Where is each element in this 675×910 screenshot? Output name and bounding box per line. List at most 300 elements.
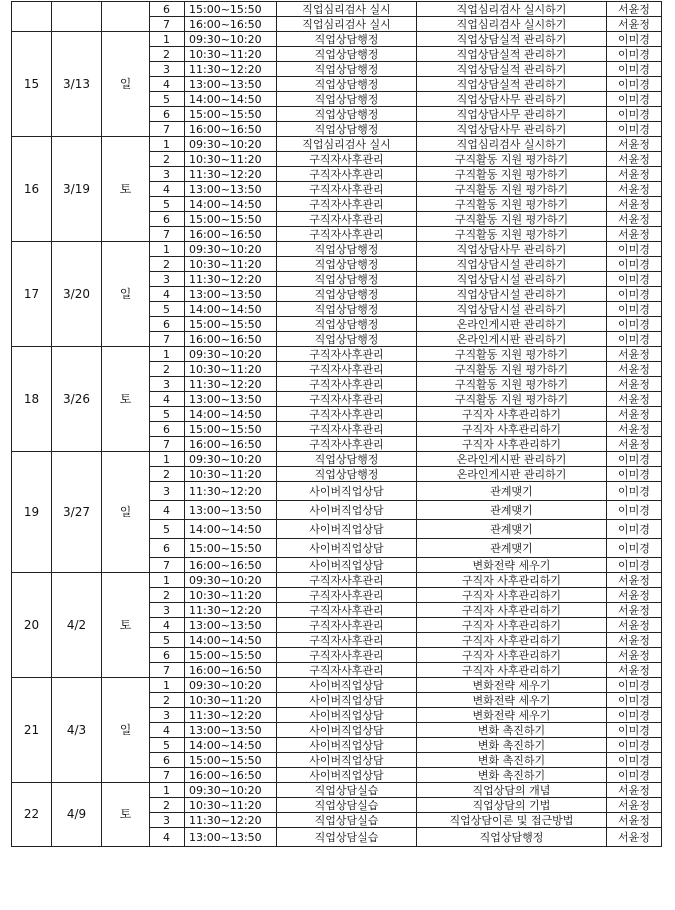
session-date-cell: 4/3 <box>52 678 102 783</box>
unit-cell: 직업상담실적 관리하기 <box>417 47 607 62</box>
period-cell: 7 <box>150 663 185 678</box>
time-cell: 13:00~13:50 <box>185 287 277 302</box>
time-cell: 14:00~14:50 <box>185 633 277 648</box>
period-cell: 5 <box>150 407 185 422</box>
session-date-cell <box>52 2 102 32</box>
subject-cell: 구직자사후관리 <box>277 227 417 242</box>
instructor-cell: 이미경 <box>607 482 662 501</box>
session-date-cell: 4/2 <box>52 573 102 678</box>
unit-cell: 구직활동 지원 평가하기 <box>417 347 607 362</box>
table-row <box>12 2 662 17</box>
time-cell: 10:30~11:20 <box>185 798 277 813</box>
subject-cell: 직업상담실습 <box>277 828 417 847</box>
time-cell: 11:30~12:20 <box>185 167 277 182</box>
session-no-cell: 22 <box>12 783 52 847</box>
time-cell: 16:00~16:50 <box>185 122 277 137</box>
unit-cell: 구직자 사후관리하기 <box>417 648 607 663</box>
subject-cell: 직업상담행정 <box>277 332 417 347</box>
unit-cell: 구직자 사후관리하기 <box>417 437 607 452</box>
period-cell: 3 <box>150 377 185 392</box>
instructor-cell: 서윤정 <box>607 362 662 377</box>
session-date-cell: 3/13 <box>52 32 102 137</box>
period-cell: 5 <box>150 302 185 317</box>
time-cell: 09:30~10:20 <box>185 137 277 152</box>
instructor-cell: 서윤정 <box>607 17 662 32</box>
subject-cell: 사이버직업상담 <box>277 708 417 723</box>
subject-cell: 사이버직업상담 <box>277 482 417 501</box>
unit-cell: 구직자 사후관리하기 <box>417 422 607 437</box>
instructor-cell: 이미경 <box>607 32 662 47</box>
instructor-cell: 서윤정 <box>607 152 662 167</box>
time-cell: 16:00~16:50 <box>185 332 277 347</box>
time-cell: 13:00~13:50 <box>185 77 277 92</box>
unit-cell: 직업상담사무 관리하기 <box>417 92 607 107</box>
instructor-cell: 이미경 <box>607 693 662 708</box>
period-cell: 7 <box>150 437 185 452</box>
instructor-cell: 이미경 <box>607 242 662 257</box>
instructor-cell: 서윤정 <box>607 377 662 392</box>
instructor-cell: 이미경 <box>607 272 662 287</box>
instructor-cell: 서윤정 <box>607 347 662 362</box>
subject-cell: 사이버직업상담 <box>277 558 417 573</box>
table-row <box>12 242 662 257</box>
subject-cell: 사이버직업상담 <box>277 501 417 520</box>
period-cell: 5 <box>150 520 185 539</box>
instructor-cell: 이미경 <box>607 332 662 347</box>
unit-cell: 온라인게시판 관리하기 <box>417 467 607 482</box>
period-cell: 1 <box>150 32 185 47</box>
time-cell: 09:30~10:20 <box>185 783 277 798</box>
time-cell: 09:30~10:20 <box>185 242 277 257</box>
unit-cell: 직업심리검사 실시하기 <box>417 137 607 152</box>
time-cell: 14:00~14:50 <box>185 407 277 422</box>
unit-cell: 직업상담의 기법 <box>417 798 607 813</box>
unit-cell: 직업상담의 개념 <box>417 783 607 798</box>
subject-cell: 구직자사후관리 <box>277 377 417 392</box>
period-cell: 6 <box>150 212 185 227</box>
unit-cell: 직업상담사무 관리하기 <box>417 107 607 122</box>
period-cell: 3 <box>150 708 185 723</box>
instructor-cell: 서윤정 <box>607 392 662 407</box>
subject-cell: 구직자사후관리 <box>277 663 417 678</box>
subject-cell: 사이버직업상담 <box>277 539 417 558</box>
subject-cell: 사이버직업상담 <box>277 520 417 539</box>
unit-cell: 직업상담실적 관리하기 <box>417 32 607 47</box>
instructor-cell: 서윤정 <box>607 407 662 422</box>
period-cell: 1 <box>150 783 185 798</box>
instructor-cell: 이미경 <box>607 723 662 738</box>
time-cell: 13:00~13:50 <box>185 392 277 407</box>
period-cell: 3 <box>150 167 185 182</box>
unit-cell: 관계맺기 <box>417 482 607 501</box>
period-cell: 2 <box>150 257 185 272</box>
time-cell: 13:00~13:50 <box>185 182 277 197</box>
time-cell: 11:30~12:20 <box>185 272 277 287</box>
instructor-cell: 이미경 <box>607 520 662 539</box>
period-cell: 2 <box>150 47 185 62</box>
unit-cell: 구직자 사후관리하기 <box>417 618 607 633</box>
unit-cell: 변화 촉진하기 <box>417 723 607 738</box>
period-cell: 7 <box>150 227 185 242</box>
session-no-cell: 20 <box>12 573 52 678</box>
unit-cell: 온라인게시판 관리하기 <box>417 452 607 467</box>
subject-cell: 직업상담행정 <box>277 32 417 47</box>
unit-cell: 직업상담실적 관리하기 <box>417 77 607 92</box>
unit-cell: 온라인게시판 관리하기 <box>417 332 607 347</box>
instructor-cell: 서윤정 <box>607 783 662 798</box>
time-cell: 11:30~12:20 <box>185 603 277 618</box>
time-cell: 14:00~14:50 <box>185 738 277 753</box>
period-cell: 6 <box>150 539 185 558</box>
period-cell: 3 <box>150 603 185 618</box>
period-cell: 7 <box>150 122 185 137</box>
instructor-cell: 서윤정 <box>607 422 662 437</box>
instructor-cell: 서윤정 <box>607 137 662 152</box>
subject-cell: 사이버직업상담 <box>277 753 417 768</box>
session-date-cell: 3/20 <box>52 242 102 347</box>
time-cell: 15:00~15:50 <box>185 317 277 332</box>
subject-cell: 직업상담행정 <box>277 92 417 107</box>
period-cell: 2 <box>150 588 185 603</box>
subject-cell: 직업상담행정 <box>277 257 417 272</box>
instructor-cell: 서윤정 <box>607 813 662 828</box>
instructor-cell: 서윤정 <box>607 618 662 633</box>
subject-cell: 구직자사후관리 <box>277 197 417 212</box>
time-cell: 14:00~14:50 <box>185 92 277 107</box>
time-cell: 16:00~16:50 <box>185 663 277 678</box>
session-day-cell: 일 <box>102 32 150 137</box>
session-no-cell: 15 <box>12 32 52 137</box>
subject-cell: 직업심리검사 실시 <box>277 17 417 32</box>
instructor-cell: 서윤정 <box>607 167 662 182</box>
unit-cell: 변화전략 세우기 <box>417 693 607 708</box>
session-no-cell: 18 <box>12 347 52 452</box>
unit-cell: 구직활동 지원 평가하기 <box>417 362 607 377</box>
time-cell: 10:30~11:20 <box>185 467 277 482</box>
instructor-cell: 서윤정 <box>607 2 662 17</box>
instructor-cell: 이미경 <box>607 317 662 332</box>
subject-cell: 구직자사후관리 <box>277 422 417 437</box>
unit-cell: 변화전략 세우기 <box>417 678 607 693</box>
subject-cell: 직업상담행정 <box>277 47 417 62</box>
instructor-cell: 서윤정 <box>607 227 662 242</box>
subject-cell: 구직자사후관리 <box>277 633 417 648</box>
period-cell: 5 <box>150 738 185 753</box>
instructor-cell: 서윤정 <box>607 603 662 618</box>
instructor-cell: 서윤정 <box>607 197 662 212</box>
unit-cell: 구직활동 지원 평가하기 <box>417 212 607 227</box>
unit-cell: 구직활동 지원 평가하기 <box>417 392 607 407</box>
instructor-cell: 이미경 <box>607 107 662 122</box>
unit-cell: 구직자 사후관리하기 <box>417 633 607 648</box>
period-cell: 3 <box>150 62 185 77</box>
subject-cell: 구직자사후관리 <box>277 603 417 618</box>
time-cell: 16:00~16:50 <box>185 558 277 573</box>
schedule-table <box>11 1 662 847</box>
session-date-cell: 3/19 <box>52 137 102 242</box>
period-cell: 4 <box>150 501 185 520</box>
unit-cell: 직업상담행정 <box>417 828 607 847</box>
instructor-cell: 서윤정 <box>607 633 662 648</box>
table-row <box>12 347 662 362</box>
session-day-cell: 토 <box>102 137 150 242</box>
subject-cell: 구직자사후관리 <box>277 588 417 603</box>
subject-cell: 사이버직업상담 <box>277 738 417 753</box>
time-cell: 10:30~11:20 <box>185 47 277 62</box>
period-cell: 3 <box>150 272 185 287</box>
table-row <box>12 783 662 798</box>
time-cell: 14:00~14:50 <box>185 302 277 317</box>
instructor-cell: 이미경 <box>607 708 662 723</box>
time-cell: 16:00~16:50 <box>185 437 277 452</box>
unit-cell: 직업상담이론 및 접근방법 <box>417 813 607 828</box>
period-cell: 6 <box>150 107 185 122</box>
period-cell: 3 <box>150 813 185 828</box>
subject-cell: 직업심리검사 실시 <box>277 137 417 152</box>
instructor-cell: 이미경 <box>607 122 662 137</box>
session-day-cell: 일 <box>102 452 150 573</box>
period-cell: 5 <box>150 197 185 212</box>
unit-cell: 구직자 사후관리하기 <box>417 663 607 678</box>
period-cell: 2 <box>150 467 185 482</box>
table-row <box>12 452 662 467</box>
instructor-cell: 이미경 <box>607 768 662 783</box>
subject-cell: 사이버직업상담 <box>277 678 417 693</box>
unit-cell: 직업심리검사 실시하기 <box>417 2 607 17</box>
subject-cell: 사이버직업상담 <box>277 768 417 783</box>
subject-cell: 직업상담행정 <box>277 302 417 317</box>
session-day-cell <box>102 2 150 32</box>
period-cell: 7 <box>150 332 185 347</box>
period-cell: 5 <box>150 92 185 107</box>
subject-cell: 구직자사후관리 <box>277 347 417 362</box>
time-cell: 15:00~15:50 <box>185 539 277 558</box>
time-cell: 09:30~10:20 <box>185 678 277 693</box>
time-cell: 09:30~10:20 <box>185 347 277 362</box>
period-cell: 2 <box>150 693 185 708</box>
instructor-cell: 이미경 <box>607 62 662 77</box>
session-no-cell: 21 <box>12 678 52 783</box>
time-cell: 11:30~12:20 <box>185 708 277 723</box>
subject-cell: 직업상담행정 <box>277 467 417 482</box>
subject-cell: 구직자사후관리 <box>277 182 417 197</box>
unit-cell: 직업상담실적 관리하기 <box>417 62 607 77</box>
subject-cell: 구직자사후관리 <box>277 212 417 227</box>
subject-cell: 직업상담행정 <box>277 452 417 467</box>
unit-cell: 직업상담시설 관리하기 <box>417 257 607 272</box>
time-cell: 11:30~12:20 <box>185 813 277 828</box>
instructor-cell: 이미경 <box>607 302 662 317</box>
unit-cell: 구직활동 지원 평가하기 <box>417 152 607 167</box>
subject-cell: 사이버직업상담 <box>277 693 417 708</box>
period-cell: 1 <box>150 347 185 362</box>
time-cell: 10:30~11:20 <box>185 588 277 603</box>
period-cell: 4 <box>150 182 185 197</box>
instructor-cell: 서윤정 <box>607 573 662 588</box>
time-cell: 11:30~12:20 <box>185 377 277 392</box>
session-no-cell <box>12 2 52 32</box>
time-cell: 16:00~16:50 <box>185 17 277 32</box>
unit-cell: 온라인게시판 관리하기 <box>417 317 607 332</box>
subject-cell: 직업상담행정 <box>277 107 417 122</box>
instructor-cell: 이미경 <box>607 501 662 520</box>
period-cell: 5 <box>150 633 185 648</box>
instructor-cell: 이미경 <box>607 467 662 482</box>
unit-cell: 구직활동 지원 평가하기 <box>417 227 607 242</box>
subject-cell: 구직자사후관리 <box>277 152 417 167</box>
unit-cell: 관계맺기 <box>417 501 607 520</box>
period-cell: 4 <box>150 392 185 407</box>
unit-cell: 구직활동 지원 평가하기 <box>417 182 607 197</box>
instructor-cell: 이미경 <box>607 738 662 753</box>
time-cell: 15:00~15:50 <box>185 2 277 17</box>
session-no-cell: 17 <box>12 242 52 347</box>
session-date-cell: 4/9 <box>52 783 102 847</box>
table-row <box>12 678 662 693</box>
period-cell: 6 <box>150 2 185 17</box>
period-cell: 7 <box>150 17 185 32</box>
session-no-cell: 16 <box>12 137 52 242</box>
instructor-cell: 서윤정 <box>607 212 662 227</box>
unit-cell: 직업상담시설 관리하기 <box>417 272 607 287</box>
time-cell: 15:00~15:50 <box>185 753 277 768</box>
subject-cell: 직업상담실습 <box>277 783 417 798</box>
subject-cell: 직업심리검사 실시 <box>277 2 417 17</box>
instructor-cell: 서윤정 <box>607 663 662 678</box>
unit-cell: 구직자 사후관리하기 <box>417 573 607 588</box>
schedule-body <box>12 2 662 847</box>
time-cell: 13:00~13:50 <box>185 828 277 847</box>
table-row <box>12 573 662 588</box>
period-cell: 4 <box>150 287 185 302</box>
subject-cell: 직업상담행정 <box>277 242 417 257</box>
subject-cell: 직업상담행정 <box>277 287 417 302</box>
instructor-cell: 서윤정 <box>607 798 662 813</box>
time-cell: 15:00~15:50 <box>185 212 277 227</box>
period-cell: 1 <box>150 573 185 588</box>
subject-cell: 구직자사후관리 <box>277 618 417 633</box>
instructor-cell: 서윤정 <box>607 828 662 847</box>
instructor-cell: 이미경 <box>607 539 662 558</box>
subject-cell: 직업상담행정 <box>277 317 417 332</box>
unit-cell: 직업심리검사 실시하기 <box>417 17 607 32</box>
time-cell: 09:30~10:20 <box>185 452 277 467</box>
unit-cell: 구직활동 지원 평가하기 <box>417 167 607 182</box>
unit-cell: 구직자 사후관리하기 <box>417 407 607 422</box>
unit-cell: 관계맺기 <box>417 520 607 539</box>
instructor-cell: 이미경 <box>607 92 662 107</box>
unit-cell: 직업상담사무 관리하기 <box>417 122 607 137</box>
session-day-cell: 일 <box>102 678 150 783</box>
instructor-cell: 서윤정 <box>607 588 662 603</box>
subject-cell: 구직자사후관리 <box>277 167 417 182</box>
session-day-cell: 토 <box>102 347 150 452</box>
time-cell: 14:00~14:50 <box>185 197 277 212</box>
time-cell: 15:00~15:50 <box>185 107 277 122</box>
subject-cell: 구직자사후관리 <box>277 648 417 663</box>
time-cell: 09:30~10:20 <box>185 32 277 47</box>
instructor-cell: 이미경 <box>607 678 662 693</box>
session-no-cell: 19 <box>12 452 52 573</box>
period-cell: 6 <box>150 422 185 437</box>
time-cell: 13:00~13:50 <box>185 723 277 738</box>
instructor-cell: 이미경 <box>607 47 662 62</box>
subject-cell: 직업상담행정 <box>277 122 417 137</box>
unit-cell: 직업상담시설 관리하기 <box>417 287 607 302</box>
period-cell: 1 <box>150 678 185 693</box>
table-row <box>12 32 662 47</box>
subject-cell: 구직자사후관리 <box>277 407 417 422</box>
subject-cell: 구직자사후관리 <box>277 437 417 452</box>
instructor-cell: 이미경 <box>607 287 662 302</box>
session-day-cell: 토 <box>102 573 150 678</box>
instructor-cell: 이미경 <box>607 753 662 768</box>
period-cell: 4 <box>150 828 185 847</box>
instructor-cell: 이미경 <box>607 257 662 272</box>
time-cell: 14:00~14:50 <box>185 520 277 539</box>
time-cell: 09:30~10:20 <box>185 573 277 588</box>
instructor-cell: 서윤정 <box>607 182 662 197</box>
unit-cell: 변화전략 세우기 <box>417 708 607 723</box>
session-date-cell: 3/26 <box>52 347 102 452</box>
period-cell: 2 <box>150 152 185 167</box>
unit-cell: 변화 촉진하기 <box>417 768 607 783</box>
subject-cell: 직업상담행정 <box>277 62 417 77</box>
time-cell: 10:30~11:20 <box>185 362 277 377</box>
unit-cell: 구직자 사후관리하기 <box>417 603 607 618</box>
time-cell: 11:30~12:20 <box>185 62 277 77</box>
period-cell: 7 <box>150 558 185 573</box>
subject-cell: 구직자사후관리 <box>277 362 417 377</box>
subject-cell: 사이버직업상담 <box>277 723 417 738</box>
time-cell: 16:00~16:50 <box>185 227 277 242</box>
instructor-cell: 이미경 <box>607 77 662 92</box>
session-date-cell: 3/27 <box>52 452 102 573</box>
period-cell: 4 <box>150 77 185 92</box>
unit-cell: 직업상담시설 관리하기 <box>417 302 607 317</box>
session-day-cell: 일 <box>102 242 150 347</box>
subject-cell: 직업상담행정 <box>277 77 417 92</box>
subject-cell: 직업상담실습 <box>277 798 417 813</box>
time-cell: 10:30~11:20 <box>185 693 277 708</box>
subject-cell: 직업상담행정 <box>277 272 417 287</box>
time-cell: 16:00~16:50 <box>185 768 277 783</box>
time-cell: 15:00~15:50 <box>185 422 277 437</box>
unit-cell: 구직자 사후관리하기 <box>417 588 607 603</box>
instructor-cell: 서윤정 <box>607 648 662 663</box>
subject-cell: 구직자사후관리 <box>277 573 417 588</box>
instructor-cell: 이미경 <box>607 558 662 573</box>
time-cell: 10:30~11:20 <box>185 152 277 167</box>
instructor-cell: 서윤정 <box>607 437 662 452</box>
unit-cell: 변화 촉진하기 <box>417 738 607 753</box>
subject-cell: 직업상담실습 <box>277 813 417 828</box>
unit-cell: 구직활동 지원 평가하기 <box>417 197 607 212</box>
period-cell: 1 <box>150 452 185 467</box>
period-cell: 6 <box>150 648 185 663</box>
time-cell: 13:00~13:50 <box>185 618 277 633</box>
instructor-cell: 이미경 <box>607 452 662 467</box>
unit-cell: 구직활동 지원 평가하기 <box>417 377 607 392</box>
period-cell: 2 <box>150 798 185 813</box>
period-cell: 6 <box>150 753 185 768</box>
unit-cell: 변화전략 세우기 <box>417 558 607 573</box>
period-cell: 1 <box>150 242 185 257</box>
subject-cell: 구직자사후관리 <box>277 392 417 407</box>
period-cell: 3 <box>150 482 185 501</box>
period-cell: 7 <box>150 768 185 783</box>
period-cell: 2 <box>150 362 185 377</box>
